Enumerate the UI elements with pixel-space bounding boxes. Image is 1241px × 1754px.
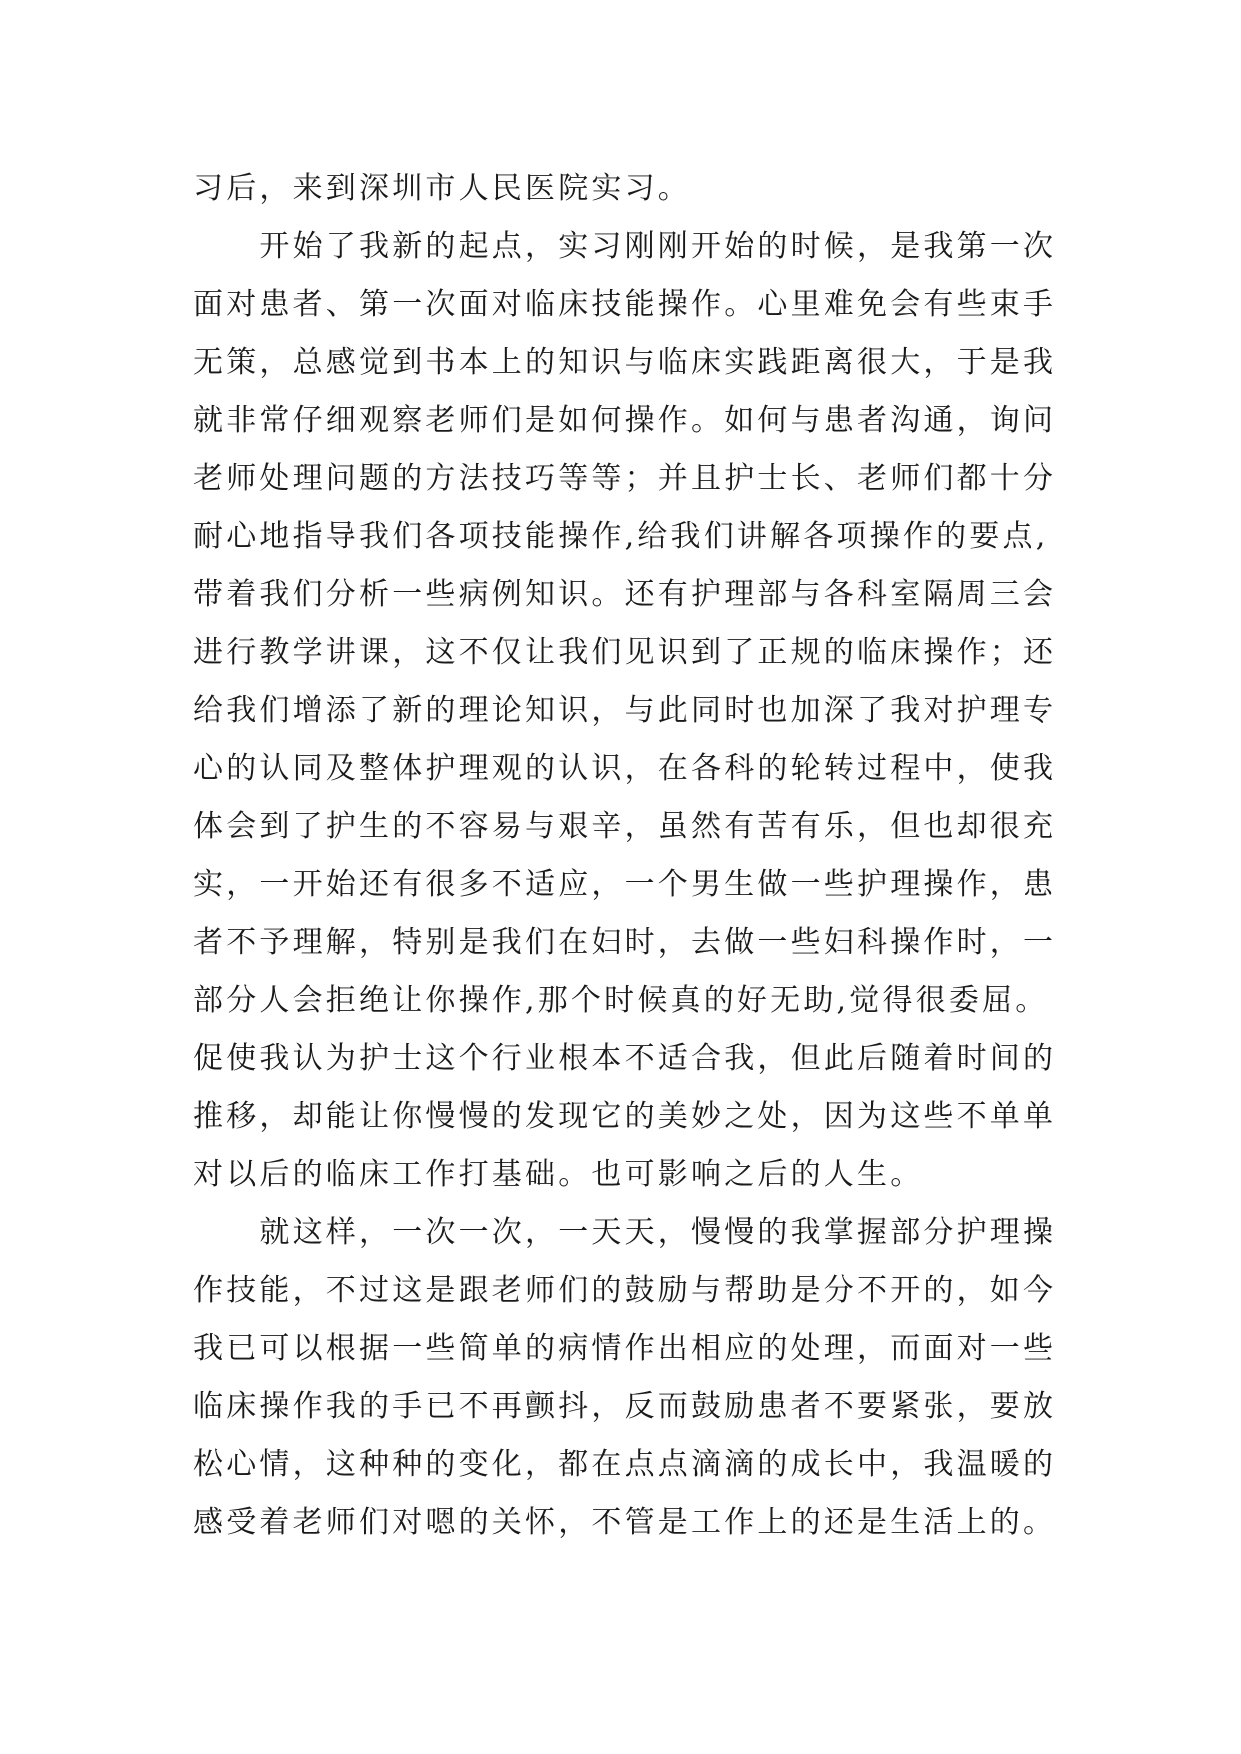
text-line: 促使我认为护士这个行业根本不适合我，但此后随着时间的 (193, 1041, 1057, 1076)
text-line: 无策，总感觉到书本上的知识与临床实践距离很大，于是我 (193, 345, 1057, 380)
text-line: 作技能，不过这是跟老师们的鼓励与帮助是分不开的，如今 (193, 1273, 1057, 1308)
text-line: 者不予理解，特别是我们在妇时，去做一些妇科操作时，一 (193, 925, 1057, 960)
text-line: 对以后的临床工作打基础。也可影响之后的人生。 (193, 1157, 924, 1192)
text-line: 习后，来到深圳市人民医院实习。 (193, 171, 691, 206)
text-line: 耐心地指导我们各项技能操作,给我们讲解各项操作的要点, (193, 519, 1049, 554)
text-line: 开始了我新的起点，实习刚刚开始的时候，是我第一次 (193, 229, 1057, 264)
text-line: 实，一开始还有很多不适应，一个男生做一些护理操作，患 (193, 867, 1057, 902)
text-line: 就这样，一次一次，一天天，慢慢的我掌握部分护理操 (193, 1215, 1057, 1250)
text-line: 给我们增添了新的理论知识，与此同时也加深了我对护理专 (193, 693, 1057, 728)
text-line: 部分人会拒绝让你操作,那个时候真的好无助,觉得很委屈。 (193, 983, 1049, 1018)
text-line: 就非常仔细观察老师们是如何操作。如何与患者沟通，询问 (193, 403, 1057, 438)
text-line: 进行教学讲课，这不仅让我们见识到了正规的临床操作；还 (193, 635, 1057, 670)
text-line: 老师处理问题的方法技巧等等；并且护士长、老师们都十分 (193, 461, 1057, 496)
text-line: 感受着老师们对嗯的关怀，不管是工作上的还是生活上的。 (193, 1505, 1057, 1540)
text-line: 推移，却能让你慢慢的发现它的美妙之处，因为这些不单单 (193, 1099, 1057, 1134)
body-text (193, 160, 1073, 1552)
text-line: 带着我们分析一些病例知识。还有护理部与各科室隔周三会 (193, 577, 1057, 612)
text-line: 我已可以根据一些简单的病情作出相应的处理，而面对一些 (193, 1331, 1057, 1366)
text-line: 面对患者、第一次面对临床技能操作。心里难免会有些束手 (193, 287, 1057, 322)
text-line: 心的认同及整体护理观的认识，在各科的轮转过程中，使我 (193, 751, 1057, 786)
text-line: 松心情，这种种的变化，都在点点滴滴的成长中，我温暖的 (193, 1447, 1057, 1482)
text-line: 临床操作我的手已不再颤抖，反而鼓励患者不要紧张，要放 (193, 1389, 1057, 1424)
text-line: 体会到了护生的不容易与艰辛，虽然有苦有乐，但也却很充 (193, 809, 1057, 844)
